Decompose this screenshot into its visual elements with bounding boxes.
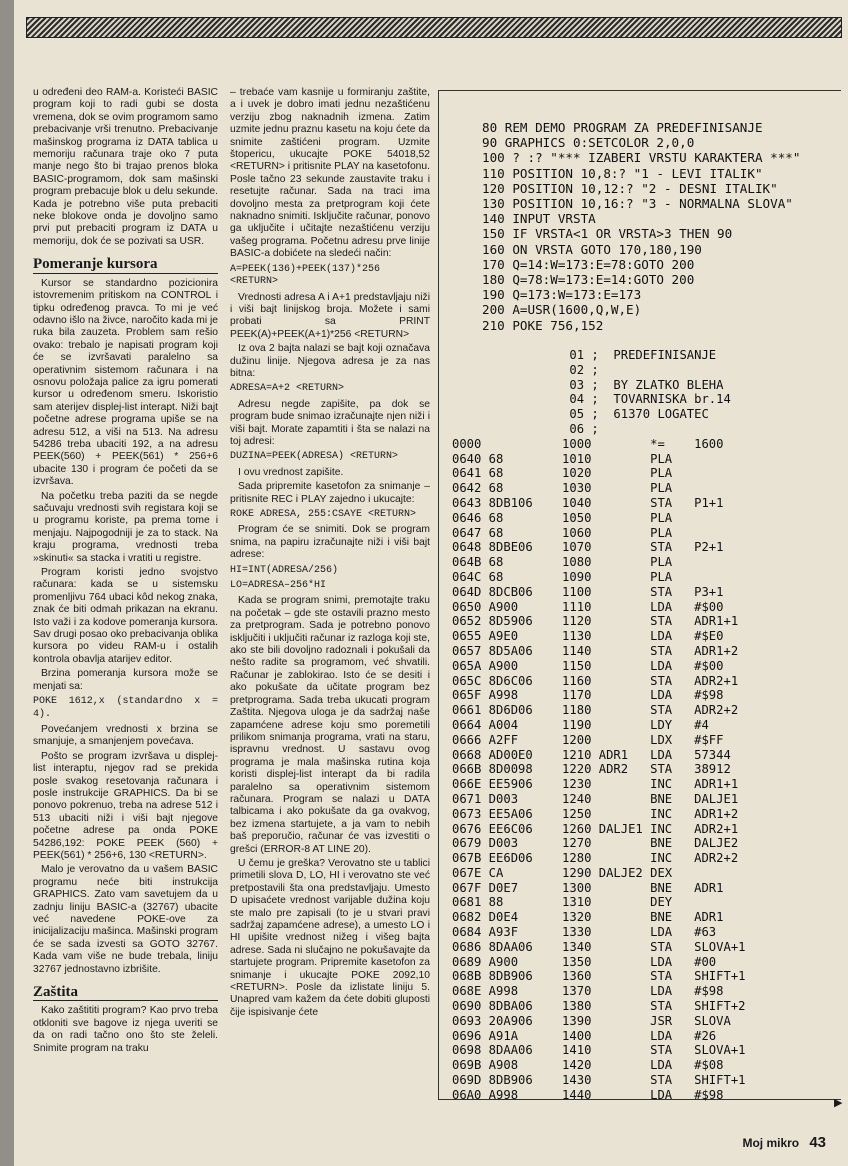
- code-line: HI=INT(ADRESA/256): [230, 564, 339, 576]
- code-line: 80 REM DEMO PROGRAM ZA PREDEFINISANJE: [482, 120, 763, 135]
- paragraph: Kako zaštititi program? Kao prvo treba otkloniti sve bagove iz njega uveriti se da on radi tačno ono što ste želeli. Snimite program na traku: [33, 1005, 218, 1054]
- paragraph: Vrednosti adresa A i A+1 predstavljaju niži i viši bajt linijskog broja. Možete i sami probati sa PRINT PEEK(A)+PEEK(A+1)*256 <RETURN>: [230, 291, 430, 340]
- paragraph: Program će se snimiti. Dok se program snima, na papiru izračunajte niži i viši bajt adrese:: [230, 524, 430, 561]
- code-line: 06A0 A998 1440 LDA #$98: [452, 1087, 724, 1102]
- code-line: LO=ADRESA–256*HI: [230, 580, 327, 592]
- code-line: 100 ? :? "*** IZABERI VRSTU KARAKTERA ***": [482, 150, 801, 166]
- basic-listing: [482, 120, 800, 333]
- code-line: 0661 8D6D06 1180 STA ADR2+2: [452, 703, 739, 718]
- code-line: 0696 A91A 1400 LDA #26: [452, 1028, 717, 1043]
- code-line: 0671 D003 1240 BNE DALJE1: [452, 791, 739, 806]
- page-number: 43: [809, 1134, 826, 1151]
- code-line: 0686 8DAA06 1340 STA SLOVA+1: [452, 939, 746, 954]
- code-line: 0642 68 1030 PLA: [452, 481, 673, 496]
- code-line: POKE 1612,x (standardno x = 4).: [33, 696, 218, 720]
- code-line: 0666 A2FF 1200 LDX #$FF: [452, 732, 724, 747]
- code-line: 0664 A004 1190 LDY #4: [452, 717, 709, 732]
- code-line: 064D 8DCB06 1100 STA P3+1: [452, 584, 724, 599]
- code-line: ADRESA=A+2 <RETURN>: [230, 383, 345, 395]
- code-line: 0668 AD00E0 1210 ADR1 LDA 57344: [452, 747, 731, 762]
- code-line: DUZINA=PEEK(ADRESA) <RETURN>: [230, 451, 399, 463]
- code-line: 068B 8DB906 1360 STA SHIFT+1: [452, 969, 746, 984]
- paragraph: Brzina pomeranja kursora može se menjati sa:: [33, 668, 218, 692]
- code-line: 160 ON VRSTA GOTO 170,180,190: [482, 241, 702, 257]
- code-line: 064B 68 1080 PLA: [452, 555, 673, 570]
- paragraph: Pošto se program izvršava u displej-list interaptu, njegov rad se prekida posle svakog resetovanja računara i posle instrukcije GRAPHICS. Da bi se ponovo pokrenuo, treba na adrese 512 i 513 ubaciti niži i viši bajt njegove početne adrese pa onda POKE 54286,192: POKE PEEK (560) + PEEK(561) * 256+6, 130 <RETURN>.: [33, 750, 218, 861]
- code-line: 0650 A900 1110 LDA #$00: [452, 599, 724, 614]
- code-line: 130 POSITION 10,16:? "3 - NORMALNA SLOVA": [482, 196, 793, 212]
- paragraph: Sada pripremite kasetofon za snimanje – pritisnite REC i PLAY zajedno i ukucajte:: [230, 481, 430, 505]
- code-line: 01 ; PREDEFINISANJE: [452, 348, 717, 362]
- code-line: 068E A998 1370 LDA #$98: [452, 984, 724, 999]
- code-line: 0679 D003 1270 BNE DALJE2: [452, 836, 739, 851]
- magazine-name: Moj mikro: [742, 1136, 800, 1150]
- paragraph: U čemu je greška? Verovatno ste u tablici primetili slova D, LO, HI i verovatno ste već pretpostavili šta ona predstavljaju. Umesto D upisaćete vrednost varijable dužina koju ste malo pre zapisali (to je u stvari pravi sadržaj zapamćene adrese), a umesto LO i HI upišite vrednost nižeg i višeg bajta adrese. Sada ni slučajno ne pokušavajte da startujete program. Pripremite kasetofon za snimanje i ukucajte POKE 2092,10 <RETURN>. Posle da izlistate liniju 5. Unapred vam kažem da ćete dobiti gluposti čije ispisivanje ćete: [230, 857, 430, 1018]
- code-line: 210 POKE 756,152: [482, 317, 604, 333]
- code-line: 110 POSITION 10,8:? "1 - LEVI ITALIK": [482, 165, 763, 181]
- code-line: 066E EE5906 1230 INC ADR1+1: [452, 777, 739, 792]
- code-line: 0681 88 1310 DEY: [452, 895, 673, 910]
- paragraph: Kursor se standardno pozicionira istovremenim pritiskom na CONTROL i tipku određenog pravca. To mi je već odavno išlo na živce, naročito kada mi je ruka bila zauzeta. Problem sam rešio ovako: trebalo je napisati program koji će se izvršavati paralelno sa operativnim sistemom računara i na osnovu položaja palice za igru pomerati kursor u određenom smeru. Iskoristio sam aterijev displej-list interapt. Niži bajt početne adrese programa upiše se na adresu 512, a viši na 513. Na adresu 54286 treba ubaciti 192, a na adresu PEEK(560) + PEEK(561) * 256+6 ubacite 130 i program će početi da se izvršava.: [33, 277, 218, 488]
- code-line: 065F A998 1170 LDA #$98: [452, 688, 724, 703]
- paragraph: Na početku treba paziti da se negde sačuvaju vrednosti svih registara koji se u programu koriste, pa prema tome i menjaju. Najpogodniji je za to stack. Na kraju programa, vrednosti treba »skinuti« sa stacka i vratiti u registre.: [33, 490, 218, 564]
- code-line: 0693 20A906 1390 JSR SLOVA: [452, 1013, 731, 1028]
- code-line: 04 ; TOVARNISKA br.14: [452, 392, 731, 407]
- paragraph: u određeni deo RAM-a. Koristeći BASIC program koji to radi gubi se dosta vremena, dok se ovim programom samo prebacivanje vrši trenutno. Prebacivanje mašinskog programa iz DATA tablica u memoriju računara traje oko 7 puta manje nego što bi trajao prenos bloka BASIC-programom, dok sam mašinski program prebacuje blok u delu sekunde. Kada je potrebno više puta prebaciti neke blokove onda je dovoljno samo prvi put prebaciti program iz DATA u memoriju, dok će se pozivati sa USR.: [33, 87, 218, 247]
- paragraph: Iz ova 2 bajta nalazi se bajt koji označava dužinu linije. Njegova adresa je za nas bitna:: [230, 343, 430, 379]
- text-column-1: [33, 87, 218, 1057]
- code-line: 0648 8DBE06 1070 STA P2+1: [452, 540, 724, 555]
- paragraph: Povećanjem vrednosti x brzina se smanjuje, a smanjenjem povećava.: [33, 723, 218, 748]
- paragraph: I ovu vrednost zapišite.: [238, 466, 344, 478]
- code-line: 170 Q=14:W=173:E=78:GOTO 200: [482, 256, 695, 272]
- code-line: 190 Q=173:W=173:E=173: [482, 287, 642, 303]
- heading-zastita: Zaštita: [33, 986, 218, 1001]
- code-line: 0643 8DB106 1040 STA P1+1: [452, 495, 724, 510]
- code-line: 03 ; BY ZLATKO BLEHA: [452, 377, 724, 392]
- code-line: 0655 A9E0 1130 LDA #$E0: [452, 629, 724, 644]
- code-line: 0652 8D5906 1120 STA ADR1+1: [452, 614, 739, 629]
- code-line: 067B EE6D06 1280 INC ADR2+2: [452, 851, 739, 866]
- code-line: 0647 68 1060 PLA: [452, 525, 673, 540]
- code-line: 069B A908 1420 LDA #$08: [452, 1058, 724, 1073]
- code-line: 120 POSITION 10,12:? "2 - DESNI ITALIK": [482, 180, 778, 196]
- code-line: 90 GRAPHICS 0:SETCOLOR 2,0,0: [482, 135, 695, 151]
- code-line: 064C 68 1090 PLA: [452, 569, 673, 584]
- code-line: 0684 A93F 1330 LDA #63: [452, 925, 717, 940]
- code-line: 140 INPUT VRSTA: [482, 211, 596, 227]
- code-line: 180 Q=78:W=173:E=14:GOTO 200: [482, 272, 695, 288]
- code-line: 0682 D0E4 1320 BNE ADR1: [452, 910, 724, 925]
- code-line: 0698 8DAA06 1410 STA SLOVA+1: [452, 1043, 746, 1058]
- code-line: 0689 A900 1350 LDA #00: [452, 954, 717, 969]
- code-line: 0690 8DBA06 1380 STA SHIFT+2: [452, 999, 746, 1014]
- paragraph: Adresu negde zapišite, pa dok se program bude snimao izračunajte njen niži i viši bajt. Morate zapamtiti i šta se nalazi na toj adresi:: [230, 398, 430, 447]
- code-line: 067E CA 1290 DALJE2 DEX: [452, 865, 673, 880]
- code-line: 05 ; 61370 LOGATEC: [452, 407, 709, 422]
- paragraph: – trebaće vam kasnije u formiranju zaštite, a i uvek je dobro imati jednu nezaštićenu verziju zbog naknadnih izmena. Zatim uzmite jednu praznu kasetu na koju ćete da snimite zaštićeni program. Uzmite štopericu, ukucajte POKE 54018,52 <RETURN> i pritisnite PLAY na kasetofonu. Posle tačno 23 sekunde zaustavite traku i resetujte računar. Sada na traci ima dovoljno mesta za pretprogram koji ćete naknadno snimiti. Isključite računar, ponovo ga uključite i učitajte nezaštićenu verziju vašeg programa. Početnu adresu prve linije BASIC-a dobićete na sledeći način:: [230, 87, 430, 260]
- code-line: 200 A=USR(1600,Q,W,E): [482, 302, 642, 318]
- page-edge-shadow: [0, 0, 14, 1166]
- code-line: A=PEEK(136)+PEEK(137)*256 <RETURN>: [230, 263, 381, 288]
- code-line: 0676 EE6C06 1260 DALJE1 INC ADR2+1: [452, 821, 739, 836]
- code-line: 067F D0E7 1300 BNE ADR1: [452, 880, 724, 895]
- code-line: 06 ;: [452, 421, 599, 436]
- code-line: 150 IF VRSTA<1 OR VRSTA>3 THEN 90: [482, 226, 733, 242]
- code-line: 0673 EE5A06 1250 INC ADR1+2: [452, 806, 739, 821]
- code-line: 0657 8D5A06 1140 STA ADR1+2: [452, 643, 739, 658]
- paragraph: Malo je verovatno da u vašem BASIC programu neće biti instrukcija GRAPHICS. Zato vam savetujem da u zadnju liniju BASIC-a (32767) ubacite već navedene POKE-ove za inicijalizaciju mašinca. Mašinski program će se sada izvesti sa GOTO 32767. Kada vam više ne bude trebala, liniju 32767 jednostavno izbrišite.: [33, 864, 218, 975]
- code-line: 02 ;: [452, 362, 599, 377]
- decorative-header-bar: [26, 17, 842, 38]
- page-footer: [742, 1134, 826, 1151]
- paragraph: Kada se program snimi, premotajte traku na početak – gde ste ostavili prazno mesto za pretprogram. Sada je potrebno ponovo isključiti i uključiti računar iz razloga koji ste, ako ste bili dovoljno radoznali i pokušali da nešto radite sa programom, već shvatili. Računar je zablokirao. Isto će se desiti i ako pokušate da učitate program bez pretprograma. Sada treba ukucati program Zaštita. Njegova uloga je da sadržaj naše zapamćene adrese koju smo poremetili prilikom snimanja programa, vrati na staru, ispravnu vrednost. U sastavu ovog programa je mala mašinska rutina koja koristi displej-list interapt da bi radila paralelno sa operativnim sistemom računara. Program se nalazi u DATA talbicama i ako pokušate da ga ovakvog, bez izmena startujete, a ja vam to nebih baš preporučio, računar će vas izvestiti o grešci (ERROR-8 AT LINE 20).: [230, 595, 430, 855]
- code-line: 0641 68 1020 PLA: [452, 466, 673, 481]
- continue-arrow-icon: ▶: [834, 1097, 843, 1109]
- code-line: 065A A900 1150 LDA #$00: [452, 658, 724, 673]
- assembly-listing: [452, 348, 746, 1103]
- paragraph: Program koristi jedno svojstvo računara: kada se u sistemsku promenljivu 764 ubaci kôd nekog znaka, znak će biti odmah prikazan na ekranu. Isto važi i za kodove pomeranja kursora. Sav drugi posao oko prebacivanja oblika kursora po videu RAM-u i ostalih kontrola obavlja atarijev editor.: [33, 567, 218, 665]
- code-line: 0640 68 1010 PLA: [452, 451, 673, 466]
- code-line: 0000 1000 *= 1600: [452, 436, 724, 451]
- code-line: 0646 68 1050 PLA: [452, 510, 673, 525]
- code-line: 069D 8DB906 1430 STA SHIFT+1: [452, 1073, 746, 1088]
- text-column-2: [230, 87, 430, 1021]
- code-line: 066B 8D0098 1220 ADR2 STA 38912: [452, 762, 731, 777]
- code-line: ROKE ADRESA, 255:CSAYE <RETURN>: [230, 509, 417, 520]
- heading-pomeranje-kursora: Pomeranje kursora: [33, 258, 218, 273]
- code-line: 065C 8D6C06 1160 STA ADR2+1: [452, 673, 739, 688]
